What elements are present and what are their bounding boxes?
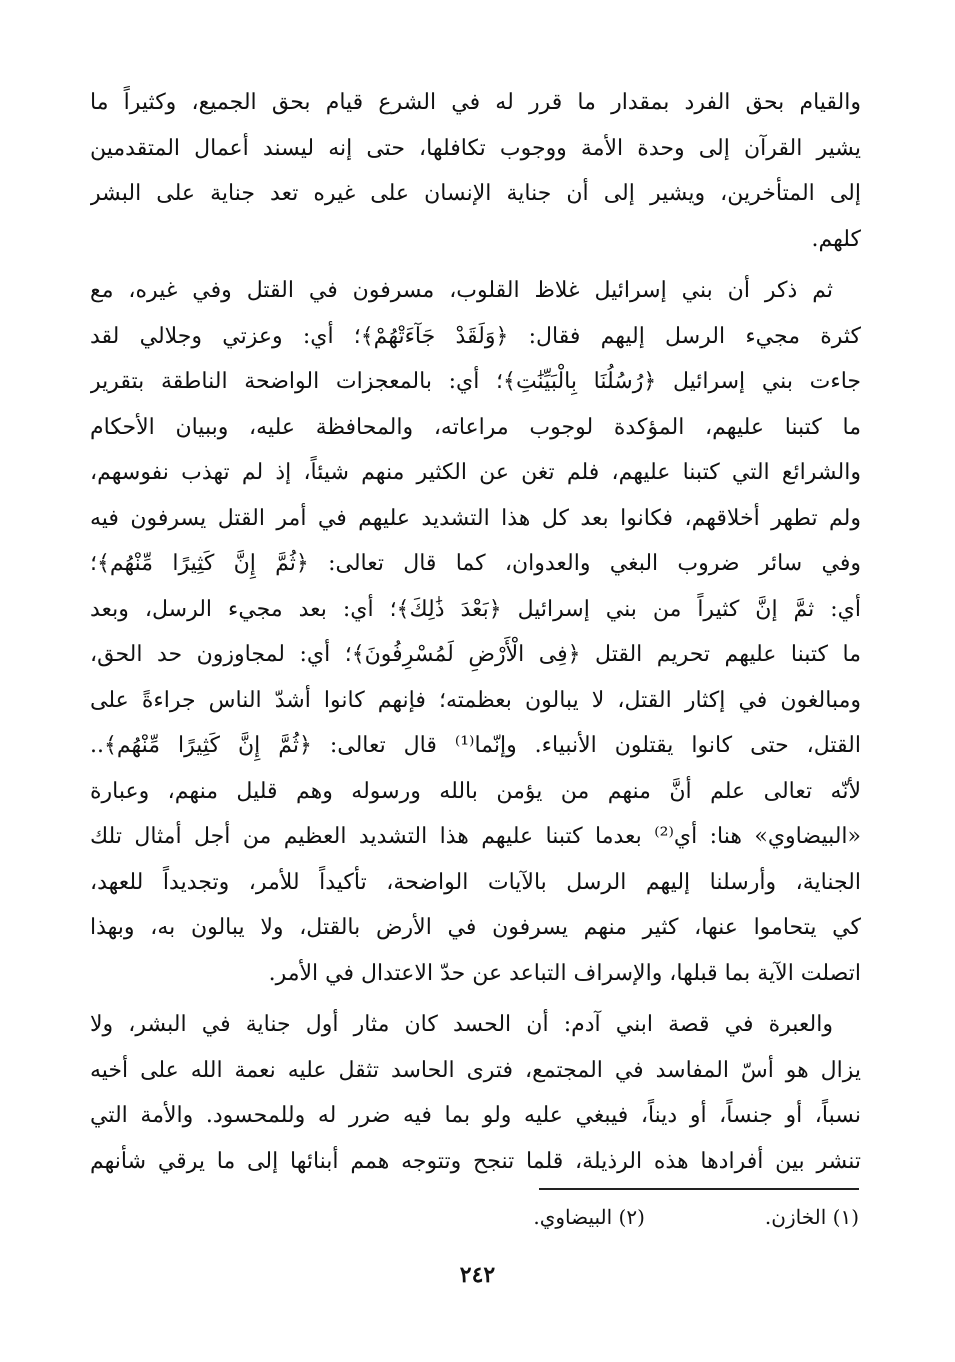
text-line: ولم تطهر أخلاقهم، فكانوا بعد كل هذا التشديد عليهم في أمر القتل يسرفون فيه [90, 505, 861, 531]
text-line: «البيضاوي» هنا: أي⁽²⁾ بعدما كتبنا عليهم هذا التشديد العظيم من أجل أمثال تلك [90, 824, 861, 849]
text-line: كي يتحاموا عنها، كثير منهم يسرفون في الأرض بالقتل، ولا يبالون به، وبهذا [90, 915, 861, 940]
text-line: ثم ذكر أن بني إسرائيل غلاظ القلوب، مسرفون في القتل وفي غيره، مع [90, 278, 833, 303]
text-line: نسباً، أو جنساً، أو ديناً، فيبغي عليه ولو بما فيه ضرر له وللمحسود. والأمة التي [90, 1103, 861, 1128]
text-line: ومبالغون في إكثار القتل، لا يبالون بعظمته؛ فإنهم كانوا أشدّ الناس جراءةً على [90, 687, 861, 713]
paragraph-1 [90, 80, 861, 262]
text-line: والقيام بحق الفرد بمقدار ما قرر له في الشرع قيام بحق الجميع، وكثيراً ما [90, 90, 861, 115]
text-line: ما كتبنا عليهم، المؤكدة لوجوب مراعاته، والمحافظة عليه، وببيان الأحكام [90, 414, 861, 440]
footnote-1: (١) الخازن. [764, 1205, 859, 1229]
text-line: والعبرة في قصة ابني آدم: أن الحسد كان مثار أول جناية في البشر، ولا [90, 1012, 833, 1037]
text-line: يشير القرآن إلى وحدة الأمة ووجوب تكافلها، حتى إنه ليسند أعمال المتقدمين [90, 135, 861, 161]
text-line: تنشر بين أفرادها هذه الرذيلة، قلما تنجح وتتوجه همم أبنائها إلى ما يرقي شأنهم [90, 1148, 861, 1174]
text-line: اتصلت الآية بما قبلها، والإسراف التباعد عن حدّ الاعتدال في الأمر. [268, 960, 861, 986]
footnotes [533, 1205, 859, 1229]
text-line: لأنّه تعالى علم أنَّ منهم من يؤمن بالله ورسوله وهم قليل منهم، وعبارة [90, 778, 861, 804]
paragraph-3 [90, 1002, 861, 1184]
footnote-2: (٢) البيضاوي. [533, 1205, 645, 1229]
page-body [90, 80, 861, 1184]
text-line: إلى المتأخرين، ويشير إلى أن جناية الإنسان على غيره تعد جناية على البشر [90, 181, 861, 206]
text-line: يزال هو أسّ المفاسد في المجتمع، فترى الحاسد تثقل عليه نعمة الله على أخيه [90, 1057, 861, 1083]
text-line: كثرة مجيء الرسل إليهم فقال: ﴿وَلَقَدْ جَآءَتْهُمْ﴾؛ أي: وعزتي وجلالي لقد [90, 323, 861, 349]
paragraph-2 [90, 268, 861, 996]
text-line: جاءت بني إسرائيل ﴿رُسُلُنَا بِالْبَيِّنَٰتِ﴾؛ أي: بالمعجزات الواضحة الناطقة بتقرير [90, 369, 861, 394]
text-line: كلهم. [811, 226, 861, 252]
text-line: ما كتبنا عليهم تحريم القتل ﴿فِى الْأَرْضِ لَمُسْرِفُونَ﴾؛ أي: لمجاوزون حد الحق، [90, 642, 861, 667]
footnote-separator [539, 1188, 859, 1190]
text-line: القتل، حتى كانوا يقتلون الأنبياء. وإنّما⁽¹⁾ قال تعالى: ﴿ثُمَّ إِنَّ كَثِيرًا مِّنْهُم﴾.. [90, 733, 861, 758]
text-line: الجناية، وأرسلنا إليهم الرسل بالآيات الواضحة، تأكيداً للأمر، وتجديداً للعهد، [90, 869, 861, 895]
text-line: والشرائع التي كتبنا عليهم، فلم تغن عن الكثير منهم شيئاً، إذ لم تهذب نفوسهم، [90, 460, 861, 485]
text-line: أي: ثمَّ إنَّ كثيراً من بني إسرائيل ﴿بَعْدَ ذَٰلِكَ﴾؛ أي: بعد مجيء الرسل، وبعد [90, 596, 861, 622]
page-number: ٢٤٢ [459, 1262, 496, 1288]
text-line: وفي سائر ضروب البغي والعدوان، كما قال تعالى: ﴿ثُمَّ إِنَّ كَثِيرًا مِّنْهُم﴾؛ [90, 551, 861, 576]
